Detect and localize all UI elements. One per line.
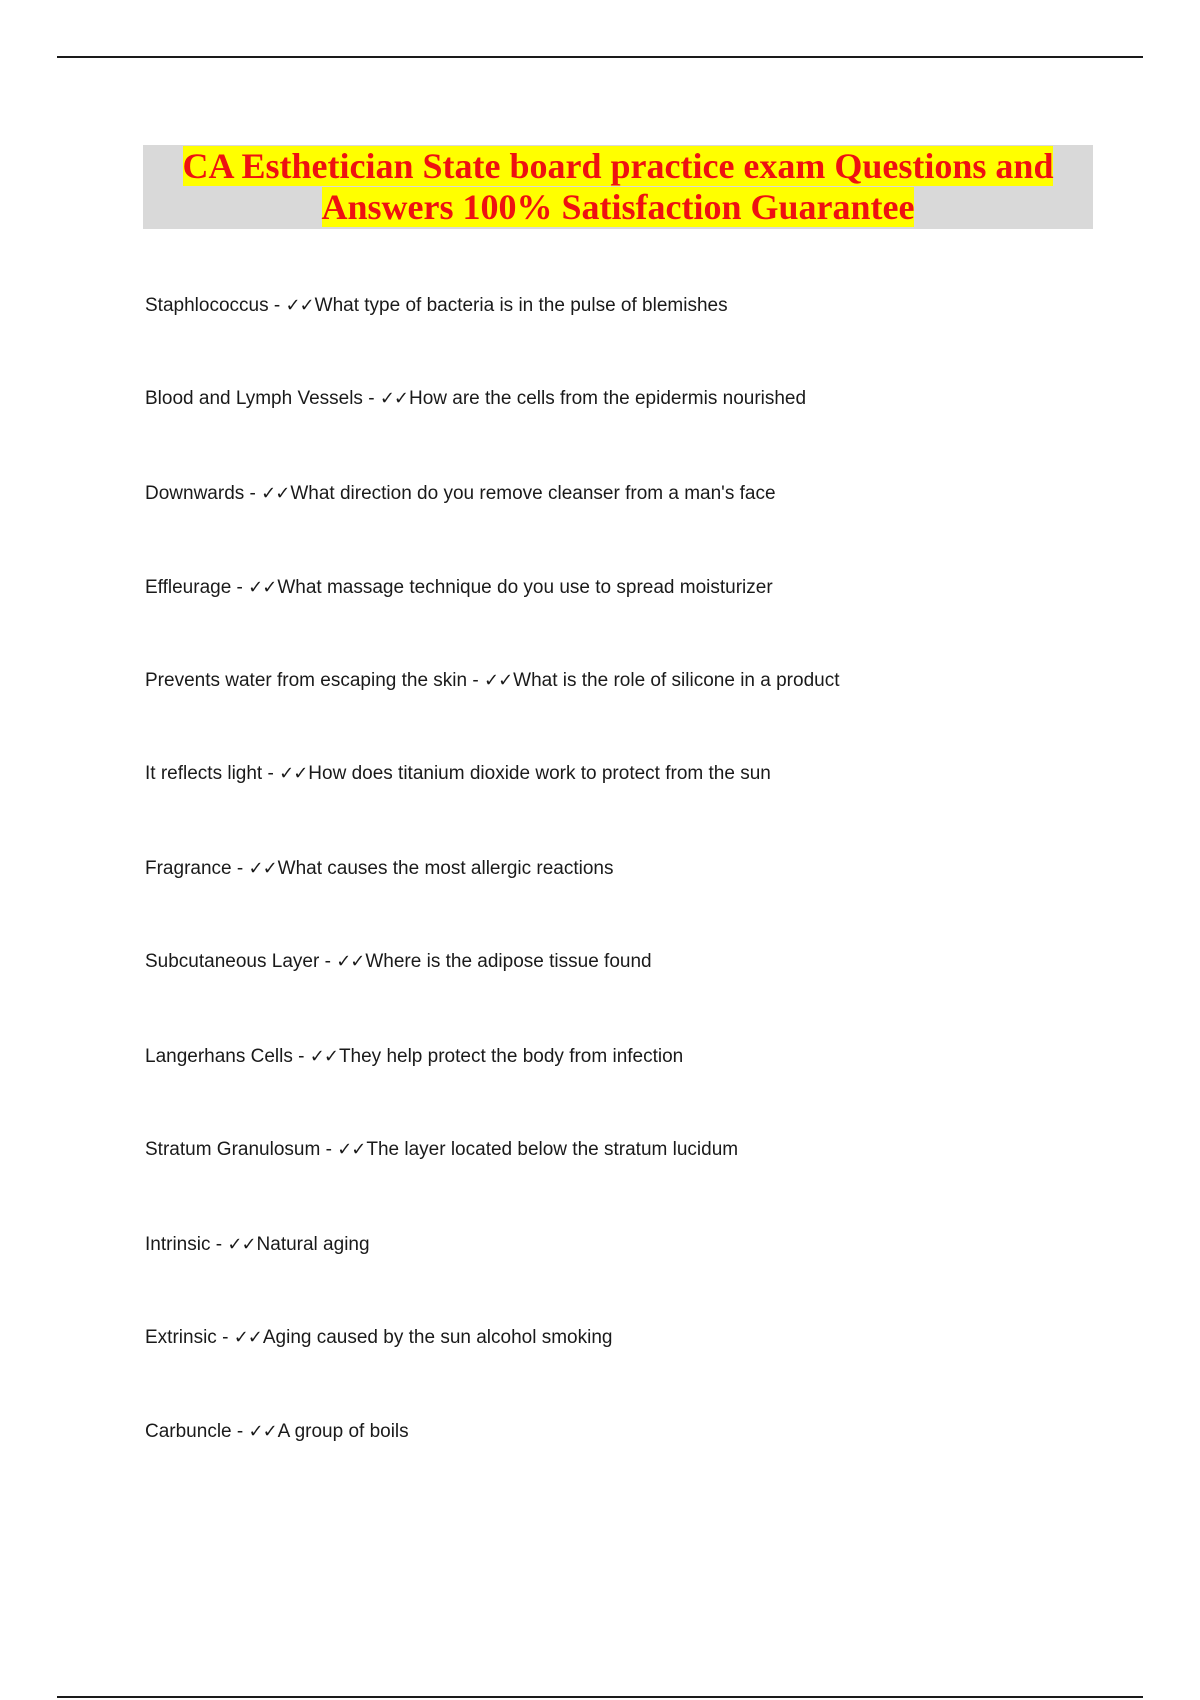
qa-item: [145, 387, 806, 411]
qa-question: What is the role of silicone in a product: [513, 670, 840, 691]
qa-question: Aging caused by the sun alcohol smoking: [262, 1327, 613, 1348]
double-check-icon: ✓✓: [483, 670, 513, 691]
double-check-icon: ✓✓: [248, 577, 277, 598]
qa-question: The layer located below the stratum lucidum: [366, 1139, 739, 1160]
double-check-icon: ✓✓: [285, 295, 314, 316]
qa-answer: Prevents water from escaping the skin: [145, 670, 468, 691]
qa-answer: It reflects light: [145, 763, 263, 784]
qa-item: [145, 1045, 683, 1069]
qa-question: What massage technique do you use to spread moisturizer: [277, 577, 773, 598]
qa-separator: -: [231, 1421, 249, 1442]
qa-item: [145, 1326, 612, 1350]
qa-item: [145, 762, 771, 786]
qa-answer: Staphlococcus: [145, 295, 269, 316]
qa-item: [145, 294, 728, 318]
qa-separator: -: [231, 577, 249, 598]
qa-question: How are the cells from the epidermis nourished: [409, 388, 807, 409]
qa-answer: Downwards: [145, 483, 245, 504]
double-check-icon: ✓✓: [227, 1234, 256, 1255]
qa-separator: -: [320, 1139, 338, 1160]
qa-separator: -: [262, 763, 280, 784]
qa-separator: -: [216, 1327, 234, 1348]
qa-item: [145, 1420, 409, 1444]
double-check-icon: ✓✓: [233, 1327, 262, 1348]
qa-separator: -: [292, 1046, 310, 1067]
double-check-icon: ✓✓: [279, 763, 308, 784]
double-check-icon: ✓✓: [248, 1421, 277, 1442]
qa-question: A group of boils: [277, 1421, 409, 1442]
qa-question: What direction do you remove cleanser from a man's face: [290, 483, 776, 504]
qa-answer: Blood and Lymph Vessels: [145, 388, 363, 409]
qa-question: They help protect the body from infection: [338, 1046, 684, 1067]
qa-item: [145, 950, 652, 974]
qa-answer: Effleurage: [145, 577, 232, 598]
qa-item: [145, 1138, 738, 1162]
double-check-icon: ✓✓: [309, 1046, 338, 1067]
qa-separator: -: [467, 670, 484, 691]
qa-question: What type of bacteria is in the pulse of blemishes: [314, 295, 728, 316]
bottom-rule: [57, 1696, 1143, 1698]
qa-answer: Langerhans Cells: [145, 1046, 293, 1067]
qa-question: How does titanium dioxide work to protect from the sun: [308, 763, 771, 784]
qa-answer: Stratum Granulosum: [145, 1139, 321, 1160]
qa-separator: -: [268, 295, 286, 316]
qa-item: [145, 1233, 370, 1257]
title-box: [143, 145, 1093, 229]
qa-answer: Subcutaneous Layer: [145, 951, 320, 972]
qa-answer: Carbuncle: [145, 1421, 232, 1442]
double-check-icon: ✓✓: [337, 1139, 366, 1160]
double-check-icon: ✓✓: [248, 858, 277, 879]
qa-separator: -: [244, 483, 262, 504]
qa-question: What causes the most allergic reactions: [277, 858, 614, 879]
qa-answer: Intrinsic: [145, 1234, 211, 1255]
qa-answer: Fragrance: [145, 858, 232, 879]
qa-question: Natural aging: [256, 1234, 370, 1255]
qa-separator: -: [319, 951, 337, 972]
double-check-icon: ✓✓: [261, 483, 290, 504]
qa-item: [145, 576, 773, 600]
qa-separator: -: [231, 858, 249, 879]
double-check-icon: ✓✓: [336, 951, 365, 972]
double-check-icon: ✓✓: [379, 388, 408, 409]
qa-separator: -: [362, 388, 380, 409]
qa-item: [145, 857, 613, 881]
qa-item: [145, 669, 840, 693]
qa-separator: -: [210, 1234, 228, 1255]
qa-question: Where is the adipose tissue found: [365, 951, 652, 972]
document-title: CA Esthetician State board practice exam Questions and Answers 100% Satisfaction Guarantee: [182, 146, 1054, 227]
qa-item: [145, 482, 776, 506]
qa-answer: Extrinsic: [145, 1327, 217, 1348]
top-rule: [57, 56, 1143, 58]
